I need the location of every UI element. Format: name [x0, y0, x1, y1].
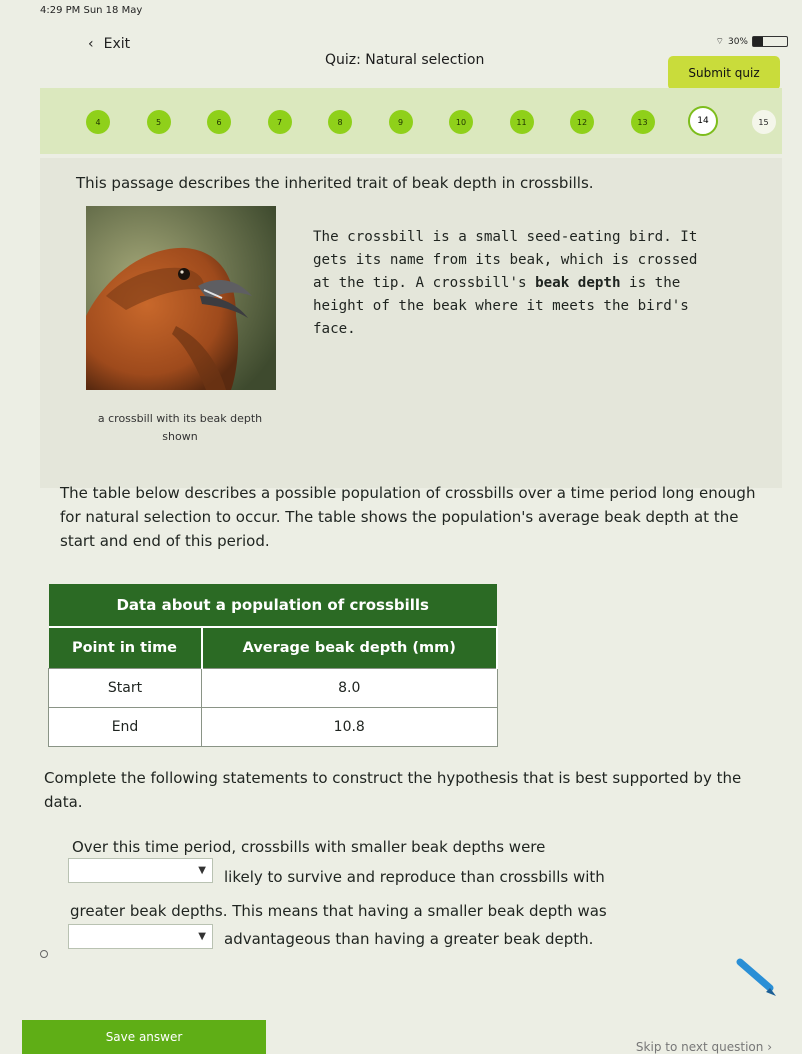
chevron-right-icon: › — [767, 1040, 772, 1054]
skip-label: Skip to next question — [635, 1040, 764, 1054]
submit-quiz-button[interactable]: Submit quiz — [668, 56, 780, 90]
exit-label: Exit — [103, 36, 131, 52]
statement-part-4: advantageous than having a greater beak depth. — [224, 930, 594, 948]
save-answer-button[interactable]: Save answer — [22, 1020, 266, 1054]
chevron-down-icon: ▼ — [198, 931, 206, 942]
dropdown-2[interactable] — [68, 924, 213, 949]
quiz-title: Quiz: Natural selection — [325, 52, 485, 68]
battery-percent: 30% — [727, 36, 748, 47]
statement-part-2: likely to survive and reproduce than crossbills with — [224, 868, 605, 886]
photo-caption: a crossbill with its beak depth shown — [97, 412, 263, 443]
statement-part-1: Over this time period, crossbills with smaller beak depths were — [72, 838, 546, 856]
small-circle-icon — [40, 950, 48, 958]
question-7-button[interactable]: 7 — [268, 110, 292, 134]
row-end-depth: 10.8 — [202, 708, 498, 747]
battery-icon — [752, 36, 788, 47]
row-start-depth: 8.0 — [202, 669, 498, 708]
bird-text-1: The crossbill is a small seed-eating bird. It gets its name from its beak, which is crossed at the tip. A crossbill's — [313, 229, 698, 291]
bird-text-2: is the height of the beak where it meets the bird's face. — [313, 275, 689, 337]
statement-part-3: greater beak depths. This means that having a smaller beak depth was — [70, 902, 607, 920]
row-end-point: End — [49, 708, 202, 747]
table-title: Data about a population of crossbills — [49, 584, 498, 627]
question-14-button[interactable]: 14 — [688, 106, 718, 136]
passage-intro: This passage describes the inherited trait of beak depth in crossbills. — [76, 174, 594, 192]
question-12-button[interactable]: 12 — [570, 110, 594, 134]
skip-to-next-question-link[interactable] — [636, 1040, 772, 1054]
chevron-down-icon: ▼ — [198, 865, 206, 876]
question-5-button[interactable]: 5 — [147, 110, 171, 134]
header-point-in-time: Point in time — [49, 627, 202, 669]
question-11-button[interactable]: 11 — [510, 110, 534, 134]
table-row — [49, 669, 498, 708]
status-time: 4:29 PM Sun 18 May — [40, 5, 143, 16]
bird-description — [313, 226, 713, 341]
question-15-button[interactable]: 15 — [752, 110, 776, 134]
wifi-icon: ⌔ — [715, 37, 724, 47]
question-6-button[interactable]: 6 — [207, 110, 231, 134]
question-13-button[interactable]: 13 — [631, 110, 655, 134]
row-start-point: Start — [49, 669, 202, 708]
pencil-icon[interactable] — [736, 958, 780, 998]
crossbill-photo — [86, 206, 276, 390]
question-9-button[interactable]: 9 — [389, 110, 413, 134]
battery-indicator — [716, 36, 788, 47]
question-4-button[interactable]: 4 — [86, 110, 110, 134]
header-average-beak-depth: Average beak depth (mm) — [202, 627, 498, 669]
question-8-button[interactable]: 8 — [328, 110, 352, 134]
question-prompt: Complete the following statements to construct the hypothesis that is best supported by the data. — [44, 769, 742, 811]
question-10-button[interactable]: 10 — [449, 110, 473, 134]
chevron-left-icon: ‹ — [88, 36, 94, 52]
crossbill-data-table — [48, 584, 498, 747]
passage-paragraph: The table below describes a possible population of crossbills over a time period long enough for natural selection to occur. The table shows the population's average beak depth at the start and end of this period. — [60, 484, 756, 550]
exit-button[interactable] — [88, 36, 130, 52]
beak-depth-term: beak depth — [535, 275, 621, 291]
dropdown-1[interactable] — [68, 858, 213, 883]
table-row — [49, 708, 498, 747]
